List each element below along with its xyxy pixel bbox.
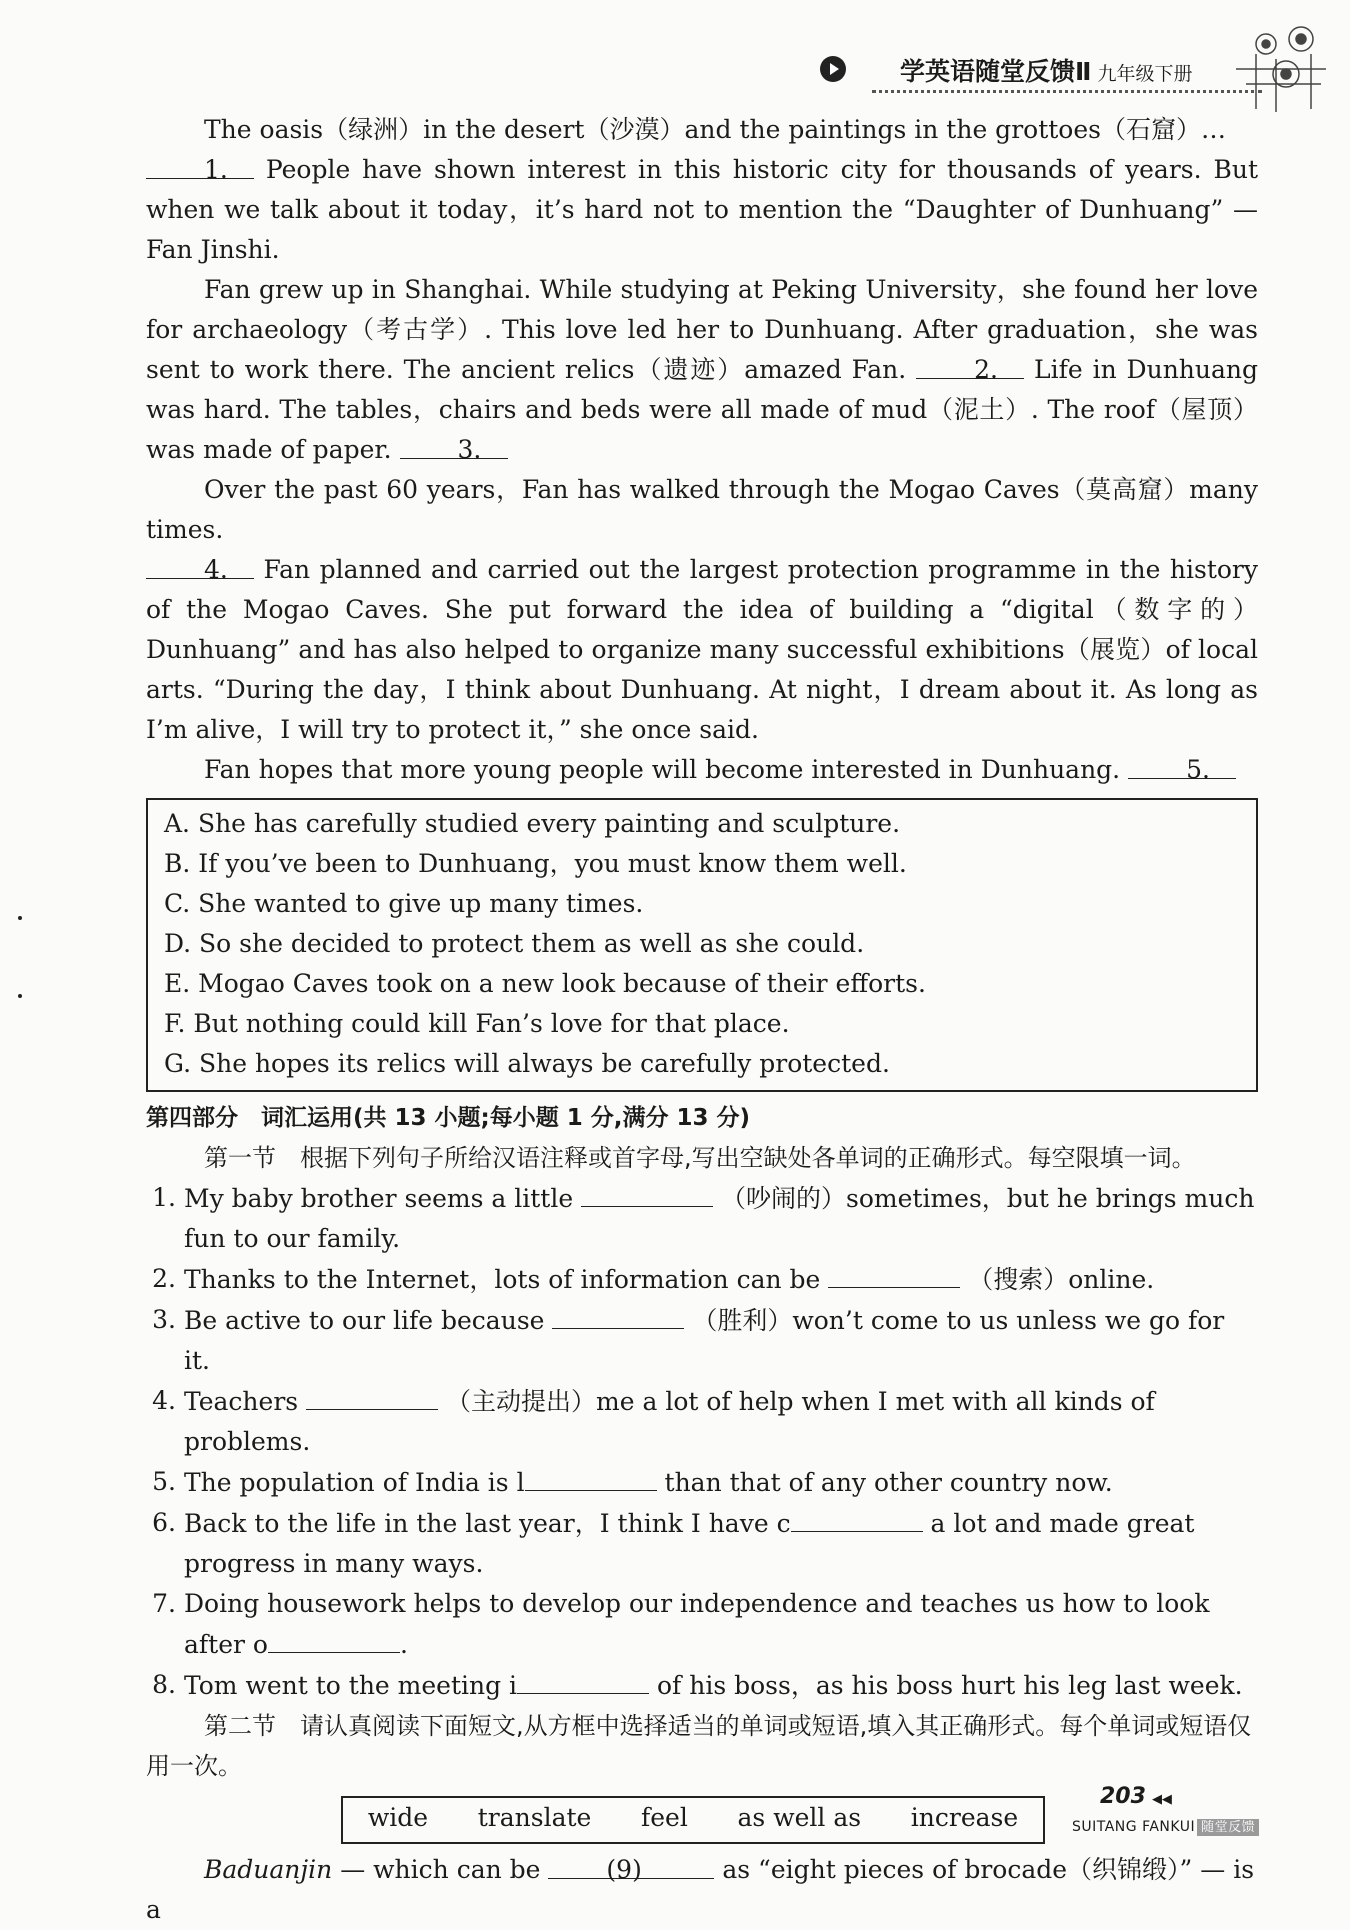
word-option: feel	[641, 1803, 688, 1832]
blank-number-5: 5.	[1186, 755, 1210, 784]
blank-number-1: 1.	[204, 155, 228, 184]
answer-blank[interactable]	[525, 1462, 657, 1491]
question-text: （吵闹的）sometimes，but he brings much fun to our family.	[184, 1184, 1255, 1253]
question-number: 6.	[152, 1508, 176, 1537]
question-8	[146, 1665, 1258, 1706]
question-text: Be active to our life because	[184, 1306, 545, 1335]
passage-two-text: as “eight pieces of brocade（织锦缎）” — is a	[146, 1855, 1255, 1924]
paragraph-1	[146, 110, 1258, 270]
footer-brand	[1072, 1816, 1259, 1835]
word-bank	[341, 1796, 1045, 1844]
question-6	[146, 1503, 1258, 1584]
p3-sentence-1: Over the past 60 years，Fan has walked through the Mogao Caves（莫高窟）many times.	[146, 475, 1258, 544]
passage-two-text: — which can be	[332, 1855, 541, 1884]
question-1	[146, 1178, 1258, 1259]
page-number: 203 ◀◀	[1100, 1784, 1172, 1809]
flower-decoration-icon	[1226, 14, 1336, 114]
part-four-heading: 第四部分 词汇运用(共 13 小题;每小题 1 分,满分 13 分)	[146, 1105, 751, 1131]
question-2	[146, 1259, 1258, 1300]
question-text: （搜索）online.	[968, 1265, 1155, 1294]
book-subtitle: 九年级下册	[1097, 63, 1193, 85]
p2-sentence-2: Life in Dunhuang was hard. The tables，chairs and beds were all made of mud（泥土）. The roof（屋顶）was made of paper.	[146, 355, 1259, 464]
question-text: （胜利）won’t come to us unless we go for it.	[184, 1306, 1225, 1375]
question-text: than that of any other country now.	[664, 1468, 1113, 1497]
question-number: 2.	[152, 1264, 176, 1293]
answer-blank[interactable]	[791, 1503, 923, 1532]
paragraph-3	[146, 470, 1258, 750]
answer-blank-2[interactable]	[916, 350, 1024, 384]
play-icon	[820, 56, 846, 82]
passage-two-italic-term: Baduanjin	[204, 1855, 333, 1884]
answer-blank[interactable]	[517, 1665, 649, 1694]
word-option: translate	[477, 1803, 592, 1832]
option-c: C. She wanted to give up many times.	[164, 889, 644, 918]
answer-blank[interactable]	[552, 1300, 684, 1329]
question-number: 8.	[152, 1670, 176, 1699]
p2-sentence-1: Fan grew up in Shanghai. While studying at Peking University，she found her love for archaeology（考古学）. This love led her to Dunhuang. After graduation，she was sent to work there. The ancient relics（遗迹）amazed Fan.	[146, 275, 1258, 384]
p4-sentence-1: Fan hopes that more young people will become interested in Dunhuang.	[204, 755, 1121, 784]
question-5	[146, 1462, 1258, 1503]
word-option: wide	[367, 1803, 429, 1832]
paragraph-4	[146, 750, 1258, 790]
arrow-left-icon: ◀◀	[1151, 1792, 1172, 1807]
answer-blank[interactable]	[306, 1381, 438, 1410]
answer-blank[interactable]	[828, 1259, 960, 1288]
question-text: Teachers	[184, 1387, 299, 1416]
margin-dot	[18, 916, 22, 920]
blank-number-9: (9)	[606, 1855, 642, 1884]
section-one-instructions: 第一节 根据下列句子所给汉语注释或首字母,写出空缺处各单词的正确形式。每空限填一词。	[204, 1144, 1196, 1172]
answer-blank-4[interactable]	[146, 550, 254, 584]
question-4	[146, 1381, 1258, 1462]
p1-sentence-2: People have shown interest in this historic city for thousands of years. But when we talk about it today，it’s hard not to mention the “Daughter of Dunhuang” — Fan Jinshi.	[146, 155, 1258, 264]
footer-tag: 随堂反馈	[1197, 1819, 1259, 1836]
answer-blank-1[interactable]	[146, 150, 254, 184]
paragraph-2	[146, 270, 1258, 470]
book-title: 学英语随堂反馈Ⅱ 九年级下册	[900, 57, 1193, 86]
question-number: 7.	[152, 1589, 176, 1618]
option-d: D. So she decided to protect them as well as she could.	[164, 929, 865, 958]
p1-sentence-1: The oasis（绿洲）in the desert（沙漠）and the paintings in the grottoes（石窟）…	[204, 115, 1226, 144]
answer-blank[interactable]	[581, 1178, 713, 1207]
question-text: （主动提出）me a lot of help when I met with all kinds of problems.	[184, 1387, 1155, 1456]
question-text: Thanks to the Internet，lots of information can be	[184, 1265, 821, 1294]
p3-sentence-2: Fan planned and carried out the largest protection programme in the history of the Mogao Caves. She put forward the idea of building a “digital（数字的）Dunhuang” and has also helped to organize many successful exhibitions（展览）of local arts. “During the day，I think about Dunhuang. At night，I dream about it. As long as I’m alive，I will try to protect it，” she once said.	[146, 555, 1258, 744]
blank-number-2: 2.	[974, 355, 998, 384]
answer-blank-9[interactable]	[548, 1850, 714, 1884]
header-divider	[872, 90, 1262, 93]
section-two-instructions: 第二节 请认真阅读下面短文,从方框中选择适当的单词或短语,填入其正确形式。每个单词或短语仅用一次。	[146, 1712, 1252, 1780]
question-text: Tom went to the meeting i	[184, 1671, 518, 1700]
answer-blank[interactable]	[268, 1624, 400, 1653]
question-7	[146, 1584, 1258, 1665]
word-option: as well as	[737, 1803, 862, 1832]
blank-number-4: 4.	[204, 555, 228, 584]
reading-passage	[146, 110, 1258, 1930]
answer-blank-3[interactable]	[400, 430, 508, 464]
options-box	[146, 798, 1258, 1092]
option-a: A. She has carefully studied every painting and sculpture.	[164, 809, 901, 838]
question-text: a lot and made great progress in many ways.	[184, 1509, 1195, 1578]
margin-dot	[18, 994, 22, 998]
option-g: G. She hopes its relics will always be carefully protected.	[164, 1049, 890, 1078]
answer-blank-5[interactable]	[1128, 750, 1236, 784]
footer-brand-text: SUITANG FANKUI	[1072, 1819, 1196, 1835]
word-option: increase	[910, 1803, 1019, 1832]
question-text: Back to the life in the last year，I think I have c	[184, 1509, 791, 1538]
passage-two-start	[146, 1850, 1258, 1930]
question-number: 1.	[152, 1183, 176, 1212]
option-f: F. But nothing could kill Fan’s love for that place.	[164, 1009, 790, 1038]
question-3	[146, 1300, 1258, 1381]
blank-number-3: 3.	[457, 435, 482, 464]
question-number: 3.	[152, 1305, 176, 1334]
question-text: Doing housework helps to develop our independence and teaches us how to look after o	[184, 1589, 1210, 1659]
question-text: The population of India is l	[184, 1468, 525, 1497]
option-b: B. If you’ve been to Dunhuang，you must know them well.	[164, 849, 907, 878]
question-text: of his boss，as his boss hurt his leg last week.	[657, 1671, 1243, 1700]
question-text: My baby brother seems a little	[184, 1184, 574, 1213]
question-number: 5.	[152, 1467, 176, 1496]
question-text: .	[399, 1630, 408, 1659]
question-number: 4.	[152, 1386, 176, 1415]
option-e: E. Mogao Caves took on a new look because of their efforts.	[164, 969, 926, 998]
